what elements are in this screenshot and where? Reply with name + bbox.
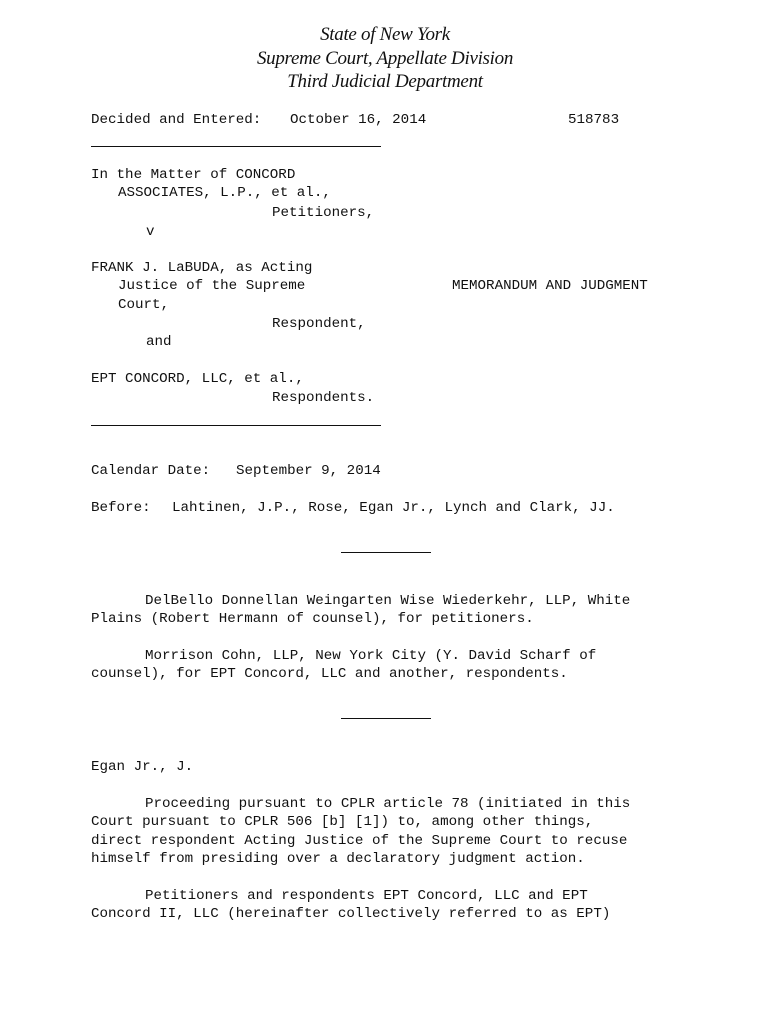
respondent2-line-1: EPT CONCORD, LLC, et al., bbox=[91, 371, 304, 387]
body-line: Concord II, LLC (hereinafter collectively referred to as EPT) bbox=[91, 906, 611, 922]
counsel-line: Plains (Robert Hermann of counsel), for petitioners. bbox=[91, 611, 534, 627]
body-line: Petitioners and respondents EPT Concord, LLC and EPT bbox=[145, 888, 588, 904]
before-label: Before: bbox=[91, 500, 151, 516]
versus-label: v bbox=[146, 224, 155, 240]
opinion-author: Egan Jr., J. bbox=[91, 759, 194, 775]
docket-number: 518783 bbox=[568, 112, 620, 128]
body-line: Court pursuant to CPLR 506 [b] [1]) to, among other things, bbox=[91, 814, 594, 830]
matter-line-1: In the Matter of CONCORD bbox=[91, 167, 296, 183]
counsel-line: Morrison Cohn, LLP, New York City (Y. David Scharf of bbox=[145, 648, 597, 664]
respondents-label: Respondents. bbox=[272, 390, 375, 406]
respondent-line-1: FRANK J. LaBUDA, as Acting bbox=[91, 260, 313, 276]
calendar-label: Calendar Date: bbox=[91, 463, 211, 479]
calendar-date: September 9, 2014 bbox=[236, 463, 381, 479]
decided-date: October 16, 2014 bbox=[290, 112, 427, 128]
respondent-label: Respondent, bbox=[272, 316, 366, 332]
section-divider-2 bbox=[341, 718, 431, 719]
body-line: direct respondent Acting Justice of the Supreme Court to recuse bbox=[91, 833, 628, 849]
department-heading: Third Judicial Department bbox=[287, 71, 483, 92]
and-label: and bbox=[146, 334, 172, 350]
counsel-line: counsel), for EPT Concord, LLC and another, respondents. bbox=[91, 666, 568, 682]
matter-line-2: ASSOCIATES, L.P., et al., bbox=[118, 185, 331, 201]
court-heading: Supreme Court, Appellate Division bbox=[256, 48, 514, 69]
section-divider-1 bbox=[341, 552, 431, 553]
body-line: himself from presiding over a declaratory judgment action. bbox=[91, 851, 585, 867]
caption-top-rule bbox=[91, 146, 381, 147]
petitioners-label: Petitioners, bbox=[272, 205, 375, 221]
counsel-line: DelBello Donnellan Weingarten Wise Wiederkehr, LLP, White bbox=[145, 593, 631, 609]
respondent-line-2: Justice of the Supreme bbox=[118, 278, 306, 294]
judges-list: Lahtinen, J.P., Rose, Egan Jr., Lynch and Clark, JJ. bbox=[172, 500, 615, 516]
document-type: MEMORANDUM AND JUDGMENT bbox=[452, 278, 648, 294]
decided-label: Decided and Entered: bbox=[91, 112, 262, 128]
caption-bottom-rule bbox=[91, 425, 381, 426]
body-line: Proceeding pursuant to CPLR article 78 (initiated in this bbox=[145, 796, 631, 812]
respondent-line-3: Court, bbox=[118, 297, 170, 313]
state-heading: State of New York bbox=[320, 24, 450, 45]
